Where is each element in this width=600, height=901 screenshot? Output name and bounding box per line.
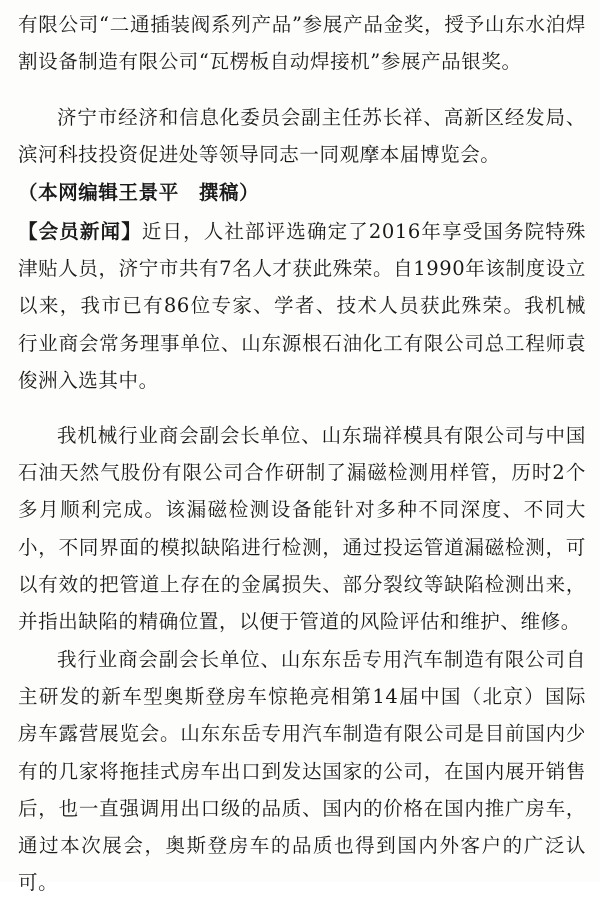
paragraph-ruixiang-mold: 我机械行业商会副会长单位、山东瑞祥模具有限公司与中国石油天然气股份有限公司合作研制了漏磁检测用样管，历时2个多月顺利完成。该漏磁检测设备能针对多种不同深度、不同大小，不同界面的模拟缺陷进行检测，通过投运管道漏磁检测，可以有效的把管道上存在的金属损失、部分裂纹等缺陷检测出来，并指出缺陷的精确位置，以便于管道的风险评估和维护、维修。 [18,424,586,634]
paragraph-dongyue-rv: 我行业商会副会长单位、山东东岳专用汽车制造有限公司自主研发的新车型奥斯登房车惊艳亮相第14届中国（北京）国际房车露营展览会。山东东岳专用汽车制造有限公司是目前国内少有的几家将拖挂式房车出口到发达国家的公司，在国内展开销售后，也一直强调用出口级的品质、国内的价格在国内推广房车，通过本次展会，奥斯登房车的品质也得到国内外客户的广泛认可。 [18,648,586,895]
paragraph-officials-visit: 济宁市经济和信息化委员会副主任苏长祥、高新区经发局、滨河科技投资促进处等领导同志一同观摩本届博览会。 [18,106,586,167]
paragraph-member-news [18,213,586,399]
paragraph-award-continuation: 有限公司“二通插装阀系列产品”参展产品金奖，授予山东水泊焊割设备制造有限公司“瓦楞板自动焊接机”参展产品银奖。 [18,13,586,74]
paragraph-member-news-text: 近日，人社部评选确定了2016年享受国务院特殊津贴人员，济宁市共有7名人才获此殊荣。自1990年该制度设立以来，我市已有86位专家、学者、技术人员获此殊荣。我机械行业商会常务理事单位、山东源根石油化工有限公司总工程师袁俊洲入选其中。 [18,220,586,392]
section-tag-member-news: 【会员新闻】 [18,220,142,243]
editor-byline: （本网编辑王景平 撰稿） [18,181,260,204]
